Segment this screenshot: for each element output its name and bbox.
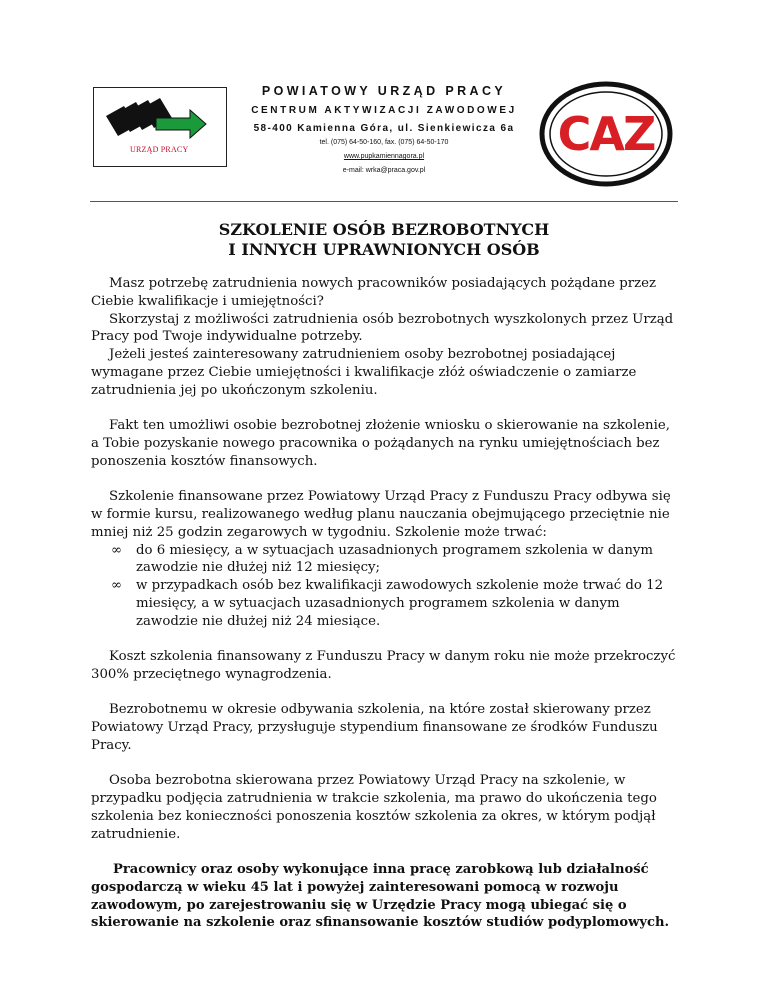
duration-list bbox=[91, 542, 681, 631]
paragraph-4: Fakt ten umożliwi osobie bezrobotnej złożenie wniosku o skierowanie na szkolenie, a Tobie pozyskanie nowego pracownika o pożądanych na rynku umiejętnościach bez ponoszenia kosztów finansowych. bbox=[91, 418, 670, 469]
paragraph-8: Osoba bezrobotna skierowana przez Powiatowy Urząd Pracy na szkolenie, w przypadku podjęcia zatrudnienia w trakcie szkolenia, ma prawo do ukończenia tego szkolenia bez konieczności ponoszenia kosztów szkolenia za okres, w którym podjął zatrudnienie. bbox=[91, 773, 657, 842]
paragraph-1: Masz potrzebę zatrudnienia nowych pracowników posiadających pożądane przez Ciebie kwalifikacje i umiejętności? bbox=[91, 276, 656, 309]
paragraph-9-bold: Pracownicy oraz osoby wykonujące inna pracę zarobkową lub działalność gospodarczą w wieku 45 lat i powyżej zainteresowani pomocą w rozwoju zawodowym, po zarejestrowaniu się w Urzędzie Pracy mogą ubiegać się o skierowanie na szkolenie oraz sfinansowanie kosztów studiów podyplomowych. bbox=[91, 862, 670, 931]
urzad-pracy-logo bbox=[93, 87, 227, 167]
website-link[interactable]: www.pupkamiennagora.pl bbox=[343, 153, 425, 160]
document-title-line-1: SZKOLENIE OSÓB BEZROBOTNYCH bbox=[218, 220, 550, 239]
list-item bbox=[91, 577, 681, 630]
caz-logo bbox=[538, 78, 674, 194]
caz-logo-text: CAZ bbox=[557, 107, 655, 161]
paragraph-5: Szkolenie finansowane przez Powiatowy Urząd Pracy z Funduszu Pracy odbywa się w formie kursu, realizowanego według planu nauczania obejmującego przeciętnie nie mniej niż 25 godzin zegarowych w tygodniu. Szkolenie może trwać: bbox=[91, 489, 671, 540]
org-name: POWIATOWY URZĄD PRACY bbox=[261, 84, 507, 98]
list-item bbox=[91, 542, 681, 578]
email-address: e-mail: wrka@praca.gov.pl bbox=[342, 167, 426, 174]
paragraph-2: Skorzystaj z możliwości zatrudnienia osób bezrobotnych wyszkolonych przez Urząd Pracy pod Twoje indywidualne potrzeby. bbox=[91, 311, 674, 345]
list-item-text: w przypadkach osób bez kwalifikacji zawodowych szkolenie może trwać do 12 miesięcy, a w sytuacjach uzasadnionych programem szkolenia w danym zawodzie nie dłużej niż 24 miesiące. bbox=[136, 578, 664, 629]
center-name: CENTRUM AKTYWIZACJI ZAWODOWEJ bbox=[251, 105, 517, 116]
paragraph-6: Koszt szkolenia finansowany z Funduszu Pracy w danym roku nie może przekroczyć 300% przeciętnego wynagrodzenia. bbox=[91, 649, 676, 682]
address: 58-400 Kamienna Góra, ul. Sienkiewicza 6a bbox=[253, 123, 515, 134]
document-title-line-2: I INNYCH UPRAWNIONYCH OSÓB bbox=[228, 240, 540, 259]
urzad-pracy-logo-graphic bbox=[94, 88, 228, 168]
document-body bbox=[91, 275, 681, 932]
infinity-bullet-icon: ∞ bbox=[111, 578, 123, 594]
urzad-pracy-logo-text: URZĄD PRACY bbox=[130, 145, 189, 154]
infinity-bullet-icon: ∞ bbox=[111, 542, 123, 558]
list-item-text: do 6 miesięcy, a w sytuacjach uzasadnionych programem szkolenia w danym zawodzie nie dłużej niż 12 miesięcy; bbox=[136, 542, 654, 576]
header-divider bbox=[90, 201, 678, 202]
phone-fax: tel. (075) 64-50-160, fax. (075) 64-50-170 bbox=[319, 139, 449, 146]
paragraph-7: Bezrobotnemu w okresie odbywania szkolenia, na które został skierowany przez Powiatowy Urząd Pracy, przysługuje stypendium finansowane ze środków Funduszu Pracy. bbox=[91, 702, 658, 753]
paragraph-3: Jeżeli jesteś zainteresowany zatrudnieniem osoby bezrobotnej posiadającej wymagane przez Ciebie umiejętności i kwalifikacje złóż oświadczenie o zamiarze zatrudnienia jej po ukończonym szkoleniu. bbox=[91, 347, 637, 398]
